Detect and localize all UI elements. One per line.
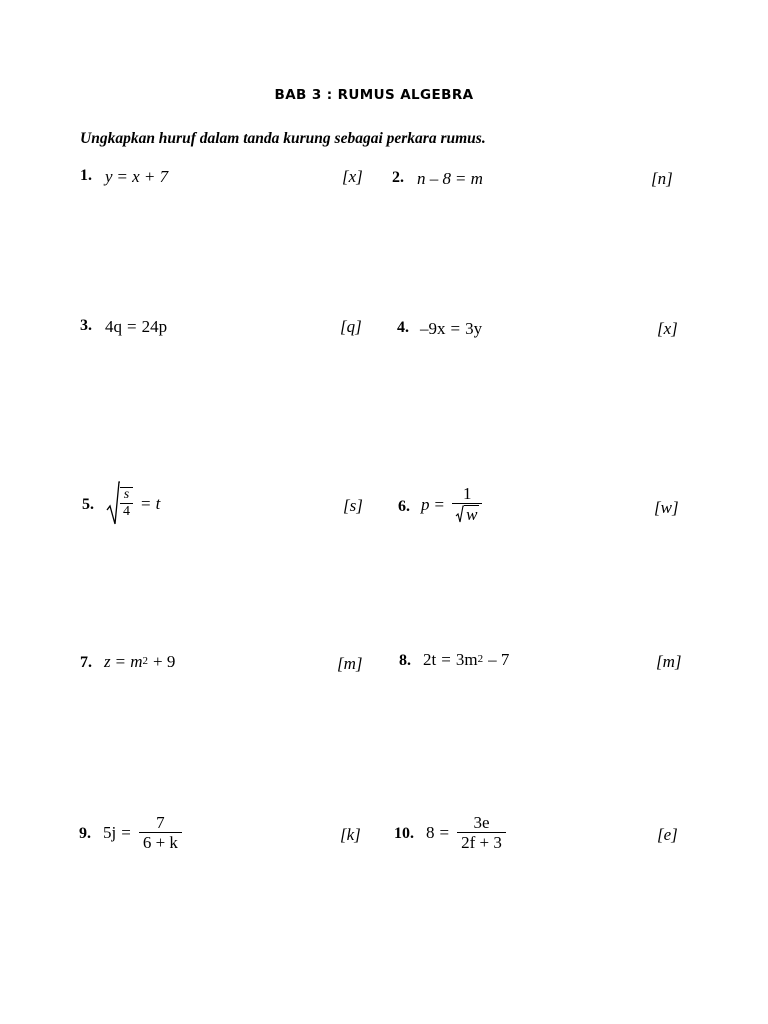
question-number: 5. [82,496,94,513]
subject-bracket: [m] [656,652,682,671]
equals-sign: = [439,823,450,842]
equation [421,485,485,523]
equation-lhs: 2t [423,650,437,669]
fraction [139,814,182,851]
square-root-icon [106,480,120,526]
fraction-denominator: 4 [120,503,133,519]
exponent: 2 [142,655,148,667]
fraction-denominator: 6 + k [139,832,182,851]
fraction-numerator: s [123,487,130,502]
equation-lhs: p [421,494,430,514]
equation [103,814,185,851]
equation-lhs: y [105,167,113,186]
equation [420,320,482,337]
equation-rhs: 3y [465,319,483,338]
equation-rhs: 24p [141,317,168,336]
radicand: w [466,505,478,524]
fraction-numerator: 3e [473,813,490,832]
equation-lhs: 8 [426,823,435,842]
equals-sign: = [441,650,451,669]
equation-lhs: –9x [420,319,446,338]
fraction-numerator: 7 [156,813,165,832]
question-number: 8. [399,652,411,669]
equation [106,480,160,526]
question-number: 6. [398,498,410,515]
equation [426,814,509,851]
page-title: BAB 3 : RUMUS ALGEBRA [274,87,474,103]
equation-rhs-base: 3m [455,650,478,669]
equation-rhs-base: m [130,652,143,671]
equation [423,651,509,668]
fraction-denominator [452,503,482,523]
equals-sign: = [450,319,461,338]
question-number: 3. [80,317,92,334]
equation-rhs-tail: + 9 [153,652,176,671]
question-number: 2. [392,169,404,186]
fraction-denominator: 2f + 3 [457,832,506,851]
subject-bracket: [m] [337,654,363,673]
subject-bracket: [q] [340,317,362,336]
equation-rhs-tail: – 7 [488,650,510,669]
subject-bracket: [n] [651,169,673,188]
equation-lhs: n – 8 [417,169,451,188]
subject-bracket: [s] [343,496,363,515]
subject-bracket: [w] [654,498,679,517]
question-number: 1. [80,167,92,184]
instruction-text: Ungkapkan huruf dalam tanda kurung sebagai perkara rumus. [80,130,486,147]
square-root-icon [455,505,464,523]
equation-lhs: 4q [105,317,122,336]
fraction-numerator: 1 [463,484,472,503]
question-number: 4. [397,319,409,336]
equals-sign: = [115,652,126,671]
exponent: 2 [477,653,484,665]
subject-bracket: [x] [342,167,363,186]
equation [417,170,483,187]
equals-sign: = [141,493,151,513]
equation-rhs: t [155,493,161,513]
fraction [457,814,506,851]
question-number: 9. [79,825,91,842]
equals-sign: = [456,169,466,188]
equation [105,318,167,335]
subject-bracket: [k] [340,825,361,844]
fraction [120,487,133,519]
equation-lhs: z [104,652,111,671]
fraction [452,485,482,523]
subject-bracket: [x] [657,319,678,338]
equals-sign: = [434,494,445,514]
equation-rhs: x + 7 [132,167,169,186]
equals-sign: = [127,317,137,336]
equation [104,653,175,670]
equals-sign: = [121,823,131,842]
equation-rhs: m [470,169,483,188]
equation-lhs: 5j [103,823,117,842]
question-number: 7. [80,654,92,671]
question-number: 10. [394,825,414,842]
subject-bracket: [e] [657,825,678,844]
equals-sign: = [117,167,128,186]
equation [105,168,168,185]
